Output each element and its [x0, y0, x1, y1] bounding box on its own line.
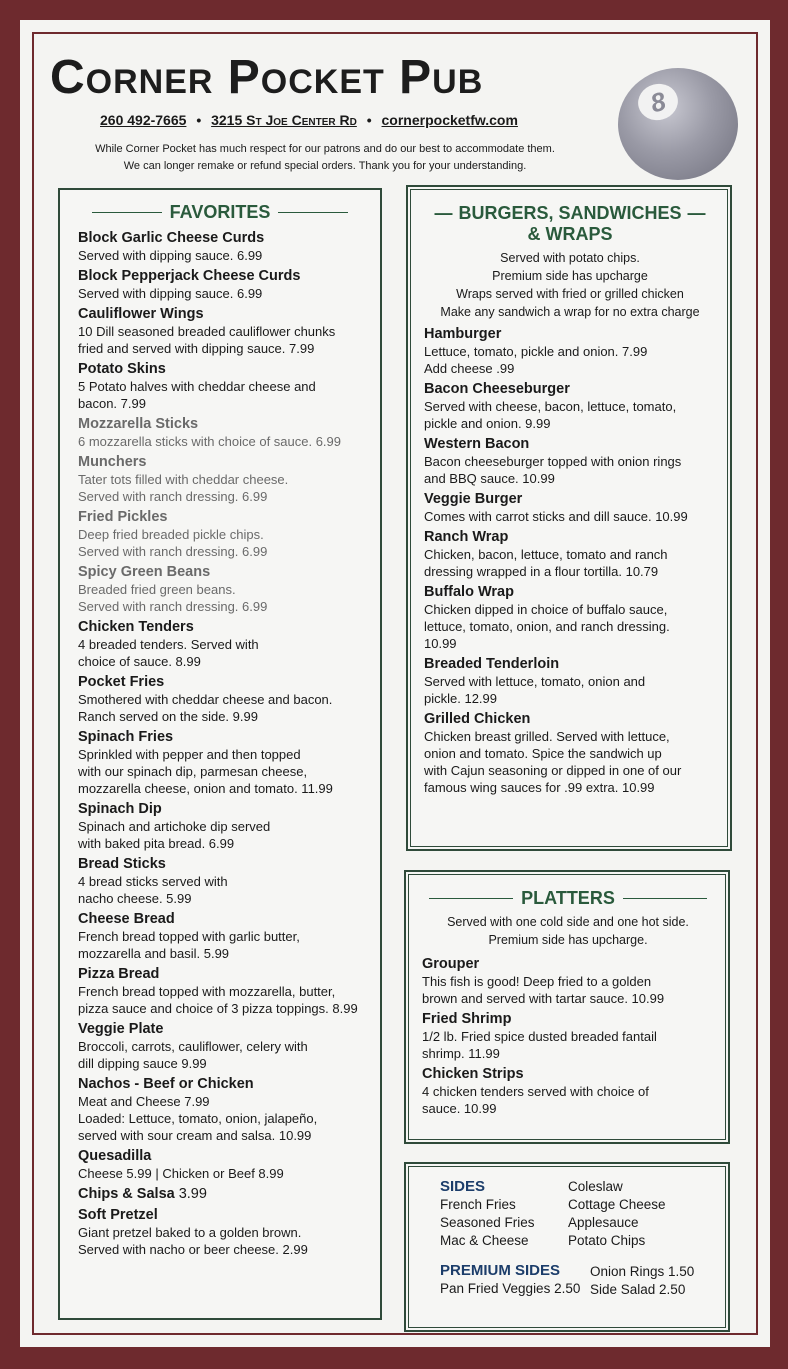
menu-item-pocket-fries	[78, 673, 380, 725]
item-name	[424, 528, 716, 546]
item-price: 3.99	[178, 1186, 207, 1202]
menu-item-fried-pickles	[78, 508, 380, 560]
item-name	[78, 855, 380, 873]
item-name	[78, 1075, 380, 1093]
section-note: Make any sandwich a wrap for no extra charge	[440, 305, 700, 319]
item-name-text: Hamburger	[424, 326, 502, 342]
side-item: Mac & Cheese	[440, 1233, 529, 1248]
platters-heading: PLATTERS	[521, 888, 615, 908]
menu-item-buffalo-wrap	[424, 583, 716, 652]
item-description: Spinach and artichoke dip served with baked pita bread. 6.99	[78, 819, 271, 851]
side-item: Coleslaw	[568, 1179, 623, 1194]
item-description: Deep fried breaded pickle chips. Served with ranch dressing. 6.99	[78, 527, 268, 559]
item-name	[78, 453, 380, 471]
item-name-text: Grilled Chicken	[424, 711, 531, 727]
address: 3215 St Joe Center Rd	[211, 112, 357, 128]
phone-number: 260 492-7665	[100, 112, 187, 128]
menu-item-chicken-tenders	[78, 618, 380, 670]
item-description: Tater tots filled with cheddar cheese. Served with ranch dressing. 6.99	[78, 472, 289, 504]
title-rule	[278, 212, 348, 213]
item-name-text: Chicken Strips	[422, 1066, 524, 1082]
burgers-heading-line2: & WRAPS	[527, 224, 613, 244]
platters-notes	[422, 913, 714, 949]
title-rule	[92, 212, 162, 213]
item-name	[78, 800, 380, 818]
item-name-text: Cauliflower Wings	[78, 306, 204, 322]
item-name	[78, 1020, 380, 1038]
item-name-text: Cheese Bread	[78, 911, 175, 927]
item-description: Chicken dipped in choice of buffalo sauce, lettuce, tomato, onion, and ranch dressing. 10.99	[424, 602, 670, 651]
burgers-title-line2	[424, 224, 716, 245]
item-description: Cheese 5.99 | Chicken or Beef 8.99	[78, 1166, 284, 1181]
side-item: Applesauce	[568, 1215, 639, 1230]
item-description: 10 Dill seasoned breaded cauliflower chunks fried and served with dipping sauce. 7.99	[78, 324, 336, 356]
menu-item-block-pepperjack-cheese-curds	[78, 267, 380, 302]
menu-item-veggie-plate	[78, 1020, 380, 1072]
favorites-heading: FAVORITES	[169, 202, 271, 222]
title-dash: —	[687, 203, 706, 223]
item-name-text: Veggie Plate	[78, 1021, 164, 1037]
favorites-list	[78, 229, 380, 1258]
notice	[60, 141, 590, 175]
sides-section	[404, 1162, 730, 1332]
sides-col1	[440, 1178, 568, 1250]
favorites-section	[58, 188, 382, 1320]
item-name	[424, 435, 716, 453]
item-name	[78, 508, 380, 526]
item-name-text: Soft Pretzel	[78, 1207, 158, 1223]
item-description: Comes with carrot sticks and dill sauce. 10.99	[424, 509, 688, 524]
menu-item-breaded-tenderloin	[424, 655, 716, 707]
item-name	[78, 415, 380, 433]
item-name	[78, 563, 380, 581]
contact-line	[100, 112, 518, 128]
item-name	[78, 1206, 380, 1224]
menu-item-cauliflower-wings	[78, 305, 380, 357]
menu-item-spicy-green-beans	[78, 563, 380, 615]
premium-sides	[440, 1262, 718, 1299]
item-name	[78, 728, 380, 746]
item-name	[424, 710, 716, 728]
burgers-title	[424, 203, 716, 224]
menu-item-western-bacon	[424, 435, 716, 487]
item-name-text: Block Garlic Cheese Curds	[78, 230, 265, 246]
menu-item-block-garlic-cheese-curds	[78, 229, 380, 264]
premium-sides-heading: PREMIUM SIDES	[440, 1262, 561, 1279]
burgers-section	[406, 185, 732, 851]
item-description: French bread topped with garlic butter, mozzarella and basil. 5.99	[78, 929, 300, 961]
menu-item-chips-salsa	[78, 1185, 380, 1203]
sides-heading: SIDES	[440, 1178, 486, 1195]
item-name-text: Spicy Green Beans	[78, 564, 211, 580]
side-item: Cottage Cheese	[568, 1197, 666, 1212]
burgers-notes	[424, 249, 716, 321]
item-name	[78, 910, 380, 928]
section-note: Premium side has upcharge.	[488, 933, 648, 947]
platters-title	[422, 888, 714, 909]
separator-dot: •	[366, 112, 372, 128]
item-name-text: Mozzarella Sticks	[78, 416, 199, 432]
item-name-text: Block Pepperjack Cheese Curds	[78, 268, 301, 284]
item-name	[422, 955, 714, 973]
section-note: Wraps served with fried or grilled chicken	[456, 287, 684, 301]
item-name	[78, 267, 380, 285]
item-name-text: Nachos - Beef or Chicken	[78, 1076, 254, 1092]
item-description: Smothered with cheddar cheese and bacon. Ranch served on the side. 9.99	[78, 692, 333, 724]
item-name-text: Bacon Cheeseburger	[424, 381, 570, 397]
favorites-title	[78, 202, 362, 223]
item-description: Broccoli, carrots, cauliflower, celery with dill dipping sauce 9.99	[78, 1039, 308, 1071]
menu-item-munchers	[78, 453, 380, 505]
menu-item-spinach-fries	[78, 728, 380, 797]
item-description: French bread topped with mozzarella, butter, pizza sauce and choice of 3 pizza toppings. 8.99	[78, 984, 358, 1016]
premium-side-item: Pan Fried Veggies 2.50	[440, 1281, 581, 1296]
item-name	[422, 1065, 714, 1083]
title-dash: —	[434, 203, 453, 223]
section-note: Served with one cold side and one hot side.	[447, 915, 689, 929]
title-rule	[623, 898, 707, 899]
item-description: 4 bread sticks served with nacho cheese. 5.99	[78, 874, 228, 906]
item-description: Chicken, bacon, lettuce, tomato and ranch dressing wrapped in a flour tortilla. 10.79	[424, 547, 668, 579]
menu-item-veggie-burger	[424, 490, 716, 525]
item-description: 6 mozzarella sticks with choice of sauce. 6.99	[78, 434, 342, 449]
item-name	[422, 1010, 714, 1028]
item-name	[424, 583, 716, 601]
menu-item-potato-skins	[78, 360, 380, 412]
menu-item-grouper	[422, 955, 714, 1007]
item-description: Chicken breast grilled. Served with lettuce, onion and tomato. Spice the sandwich up with Cajun seasoning or dipped in one of our famous wing sauces for .99 extra. 10.99	[424, 729, 682, 795]
menu-item-nachos-beef-or-chicken	[78, 1075, 380, 1144]
item-name	[78, 965, 380, 983]
menu-item-bread-sticks	[78, 855, 380, 907]
item-name-text: Fried Pickles	[78, 509, 168, 525]
item-name-text: Chips & Salsa	[78, 1186, 175, 1202]
menu-item-pizza-bread	[78, 965, 380, 1017]
item-description: Served with dipping sauce. 6.99	[78, 248, 263, 263]
section-note: Premium side has upcharge	[492, 269, 648, 283]
item-description: Bacon cheeseburger topped with onion rings and BBQ sauce. 10.99	[424, 454, 682, 486]
item-name-text: Ranch Wrap	[424, 529, 509, 545]
item-name-text: Pizza Bread	[78, 966, 160, 982]
premium-side-item: Onion Rings 1.50	[590, 1264, 695, 1279]
item-name	[78, 305, 380, 323]
item-description: 4 chicken tenders served with choice of sauce. 10.99	[422, 1084, 649, 1116]
menu-card	[20, 20, 770, 1347]
platters-list	[422, 955, 714, 1117]
menu-item-hamburger	[424, 325, 716, 377]
item-name-text: Pocket Fries	[78, 674, 165, 690]
menu-item-bacon-cheeseburger	[424, 380, 716, 432]
item-name-text: Munchers	[78, 454, 147, 470]
item-description: 1/2 lb. Fried spice dusted breaded fantail shrimp. 11.99	[422, 1029, 657, 1061]
side-item: Potato Chips	[568, 1233, 646, 1248]
notice-line: While Corner Pocket has much respect for our patrons and do our best to accommodate them.	[95, 143, 555, 155]
item-name-text: Fried Shrimp	[422, 1011, 512, 1027]
item-name	[78, 1185, 380, 1203]
item-name-text: Veggie Burger	[424, 491, 523, 507]
menu-item-chicken-strips	[422, 1065, 714, 1117]
side-item: French Fries	[440, 1197, 516, 1212]
sides-grid	[440, 1178, 718, 1250]
menu-item-soft-pretzel	[78, 1206, 380, 1258]
item-name	[78, 1147, 380, 1165]
item-description: Giant pretzel baked to a golden brown. Served with nacho or beer cheese. 2.99	[78, 1225, 308, 1257]
item-description: This fish is good! Deep fried to a golden brown and served with tartar sauce. 10.99	[422, 974, 665, 1006]
item-name-text: Western Bacon	[424, 436, 530, 452]
side-item: Seasoned Fries	[440, 1215, 535, 1230]
item-name	[78, 360, 380, 378]
sides-list	[440, 1196, 568, 1250]
premium-side-item: Side Salad 2.50	[590, 1282, 686, 1297]
item-name-text: Grouper	[422, 956, 480, 972]
menu-item-quesadilla	[78, 1147, 380, 1182]
eight-ball-icon	[618, 68, 738, 180]
item-name-text: Buffalo Wrap	[424, 584, 514, 600]
item-name	[424, 325, 716, 343]
notice-line: We can longer remake or refund special orders. Thank you for your understanding.	[123, 160, 527, 172]
item-description: Sprinkled with pepper and then topped with our spinach dip, parmesan cheese, mozzarella cheese, onion and tomato. 11.99	[78, 747, 333, 796]
menu-item-cheese-bread	[78, 910, 380, 962]
item-name-text: Spinach Fries	[78, 729, 174, 745]
website-link[interactable]: cornerpocketfw.com	[381, 112, 518, 128]
item-description: 5 Potato halves with cheddar cheese and bacon. 7.99	[78, 379, 316, 411]
item-name-text: Quesadilla	[78, 1148, 152, 1164]
separator-dot: •	[196, 112, 202, 128]
item-description: Breaded fried green beans. Served with ranch dressing. 6.99	[78, 582, 268, 614]
item-name-text: Potato Skins	[78, 361, 166, 377]
item-name-text: Chicken Tenders	[78, 619, 194, 635]
item-name	[78, 229, 380, 247]
ball-number: 8	[634, 79, 682, 124]
item-description: Meat and Cheese 7.99 Loaded: Lettuce, tomato, onion, jalapeño, served with sour cream and salsa. 10.99	[78, 1094, 318, 1143]
item-name-text: Bread Sticks	[78, 856, 166, 872]
burgers-list	[424, 325, 716, 796]
item-description: Served with cheese, bacon, lettuce, tomato, pickle and onion. 9.99	[424, 399, 677, 431]
menu-item-grilled-chicken	[424, 710, 716, 796]
menu-item-mozzarella-sticks	[78, 415, 380, 450]
sides-list	[568, 1178, 718, 1250]
item-name	[424, 655, 716, 673]
pub-title: Corner Pocket Pub	[50, 51, 484, 104]
menu-item-fried-shrimp	[422, 1010, 714, 1062]
menu-item-spinach-dip	[78, 800, 380, 852]
premium-col1	[440, 1262, 590, 1299]
item-name	[78, 673, 380, 691]
item-description: Served with dipping sauce. 6.99	[78, 286, 263, 301]
title-rule	[429, 898, 513, 899]
section-note: Served with potato chips.	[500, 251, 640, 265]
item-description: Served with lettuce, tomato, onion and pickle. 12.99	[424, 674, 646, 706]
item-name	[424, 490, 716, 508]
platters-section	[404, 870, 730, 1144]
premium-col2	[590, 1262, 730, 1299]
item-description: 4 breaded tenders. Served with choice of sauce. 8.99	[78, 637, 259, 669]
item-name-text: Breaded Tenderloin	[424, 656, 560, 672]
item-name	[424, 380, 716, 398]
item-name-text: Spinach Dip	[78, 801, 162, 817]
item-description: Lettuce, tomato, pickle and onion. 7.99 Add cheese .99	[424, 344, 648, 376]
menu-item-ranch-wrap	[424, 528, 716, 580]
burgers-heading-line1: BURGERS, SANDWICHES	[458, 203, 682, 223]
item-name	[78, 618, 380, 636]
